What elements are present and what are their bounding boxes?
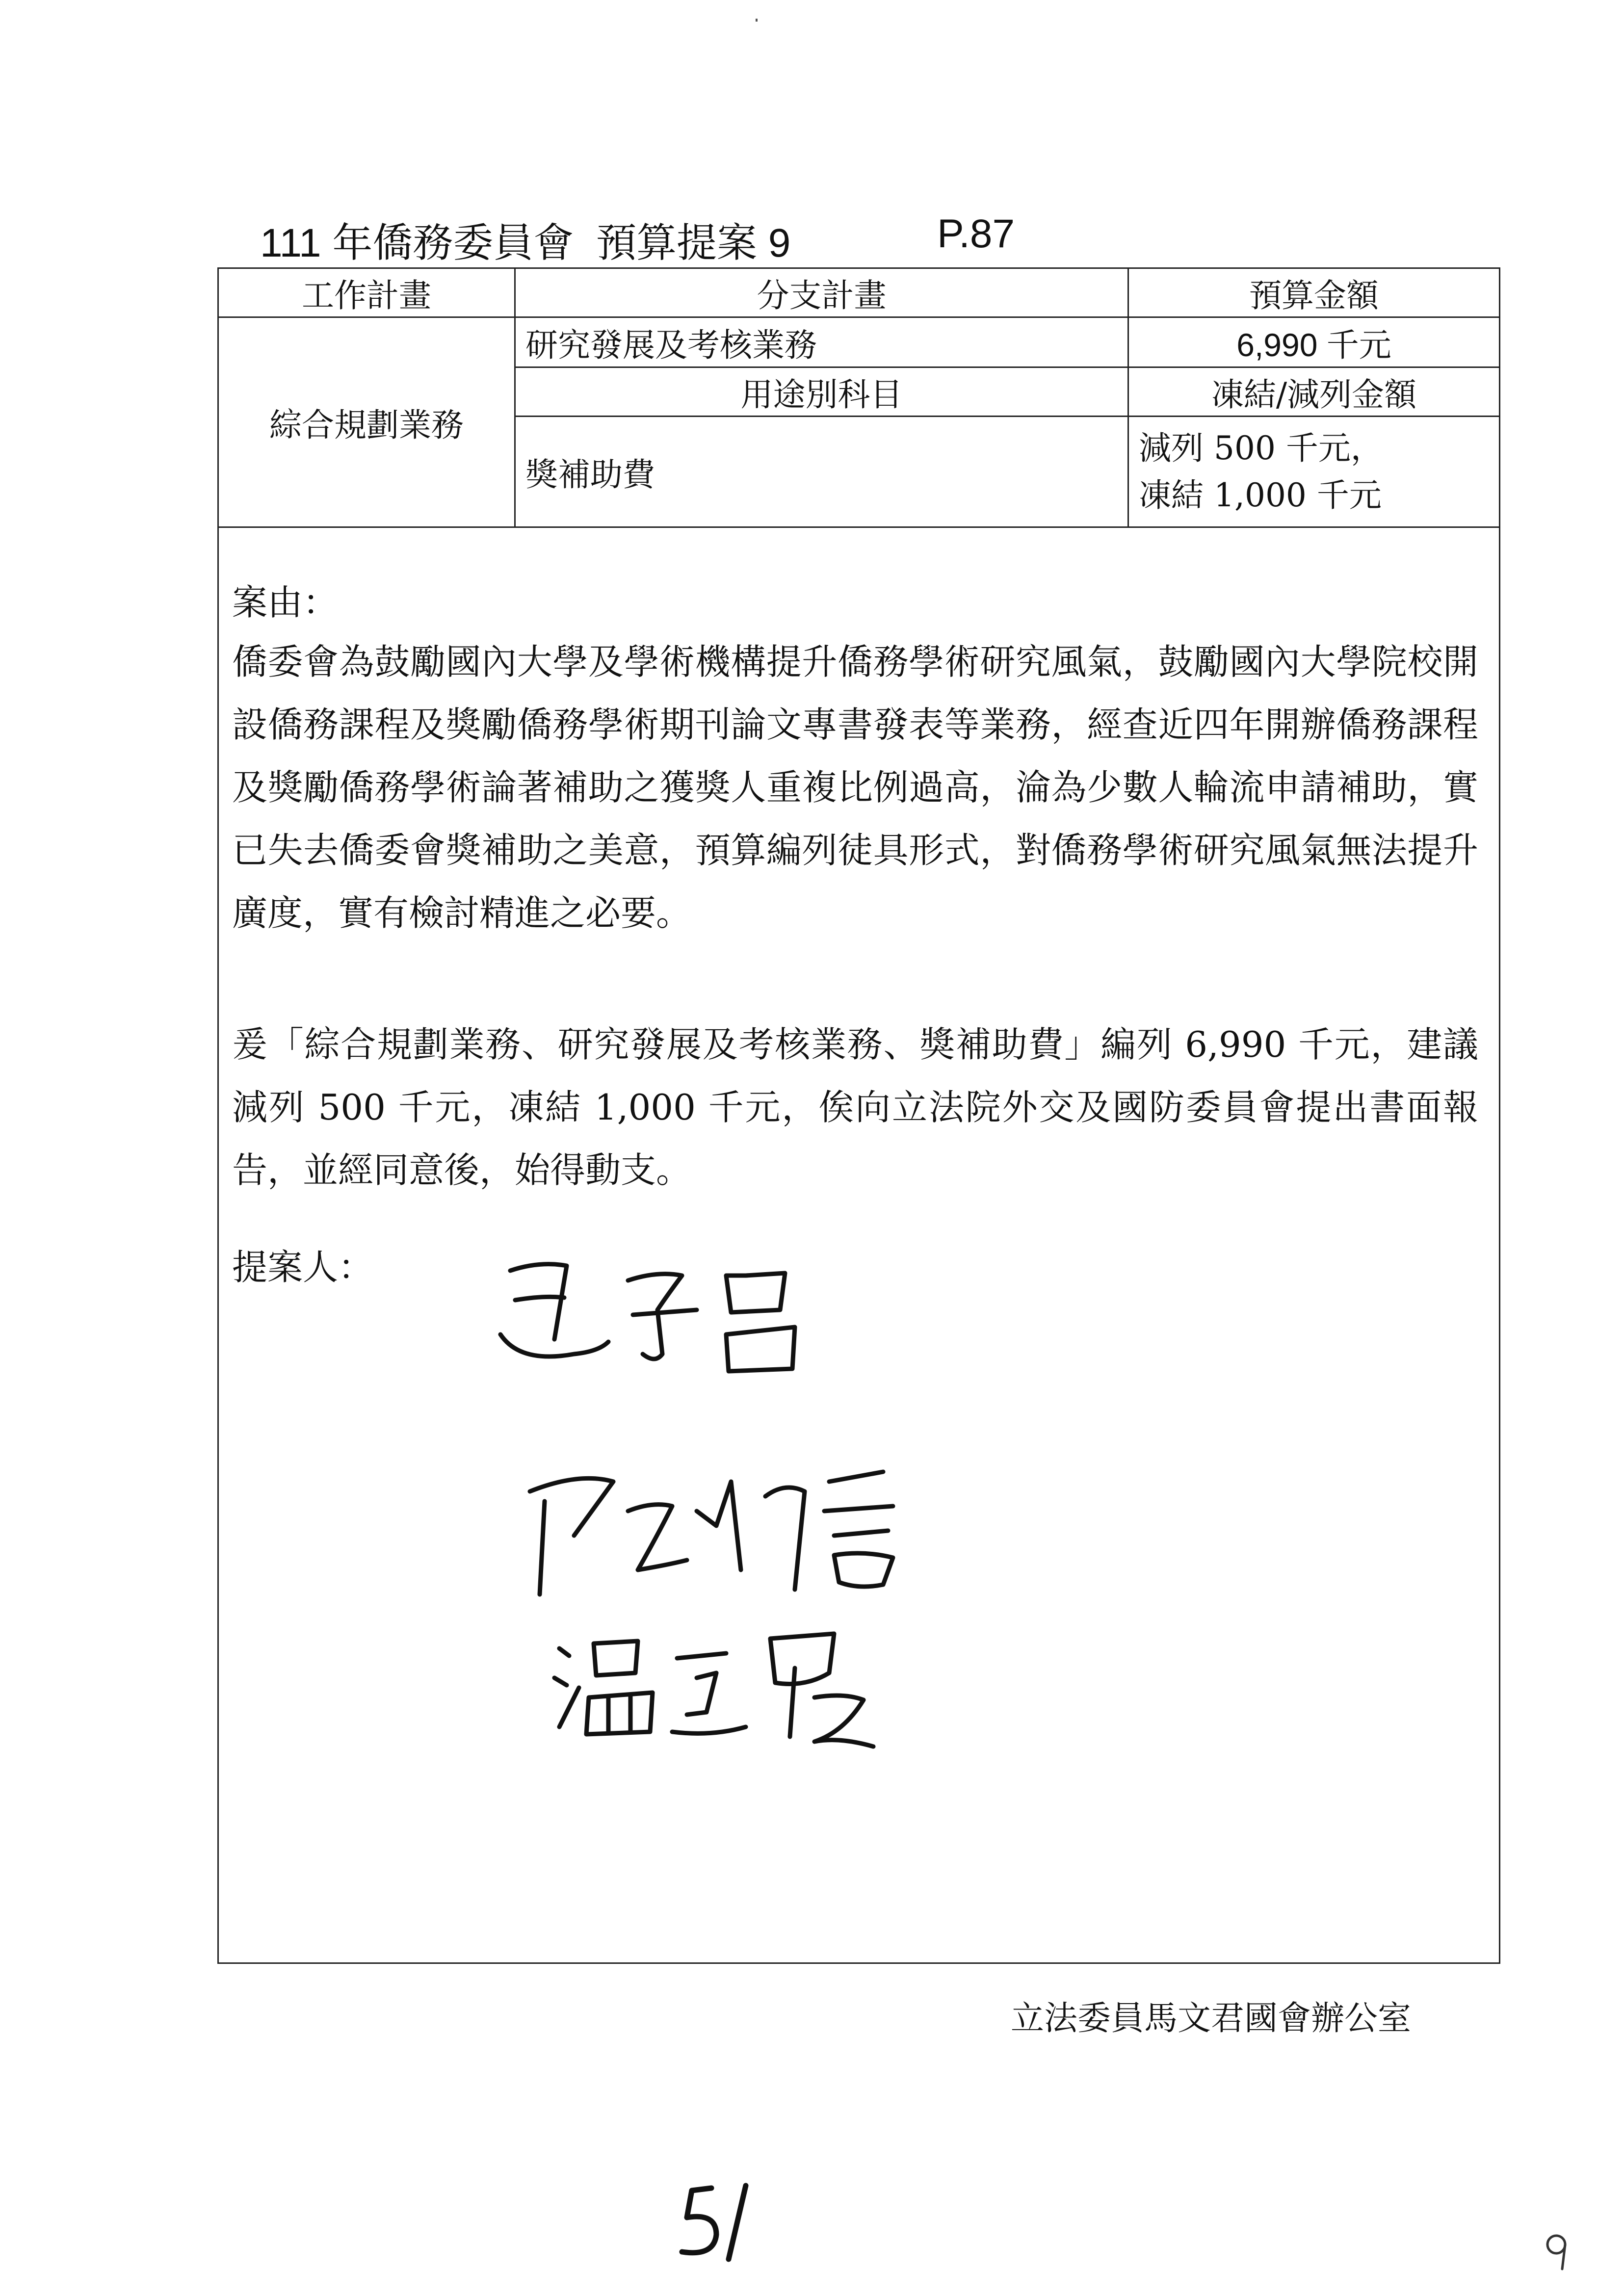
document-title: 111 年僑務委員會 預算提案 9 bbox=[260, 221, 791, 265]
col-header-branch-plan: 分支計畫 bbox=[515, 268, 1128, 317]
reason-paragraph: 僑委會為鼓勵國內大學及學術機構提升僑務學術研究風氣，鼓勵國內大學院校開設僑務課程及獎勵僑務學術期刊論文專書發表等業務，經查近四年開辦僑務課程及獎勵僑務學術論著補助之獲獎人重複比例過高，淪為少數人輪流申請補助，實已失去僑委會獎補助之美意，預算編列徒具形式，對僑務學術研究風氣無法提升廣度，實有檢討精進之必要。 bbox=[232, 641, 1478, 934]
corner-page-mark bbox=[1541, 2230, 1575, 2274]
table-row bbox=[218, 317, 1500, 367]
branch-plan-cell: 研究發展及考核業務 bbox=[515, 317, 1128, 367]
handwritten-page-number bbox=[672, 2178, 770, 2267]
budget-amount-cell: 6,990 千元 bbox=[1128, 317, 1500, 367]
office-name: 立法委員馬文君國會辦公室 bbox=[1011, 1999, 1412, 2038]
proposal-paragraph: 爰「綜合規劃業務、研究發展及考核業務、獎補助費」編列 6,990 千元，建議減列 500 千元，凍結 1,000 千元，俟向立法院外交及國防委員會提出書面報告，並經同意後，始得動支。 bbox=[232, 1024, 1478, 1191]
signature-1 bbox=[481, 1241, 834, 1388]
use-category-header: 用途別科目 bbox=[515, 367, 1128, 417]
freeze-cut-header: 凍結/減列金額 bbox=[1128, 367, 1500, 417]
freeze-amount: 凍結 1,000 千元 bbox=[1139, 476, 1382, 514]
table-header-row bbox=[218, 268, 1500, 317]
scan-speck bbox=[756, 19, 758, 22]
page-reference: P.87 bbox=[937, 211, 1015, 256]
freeze-cut-amount-cell bbox=[1128, 417, 1500, 527]
col-header-work-plan: 工作計畫 bbox=[218, 268, 515, 317]
reason-label: 案由： bbox=[232, 582, 339, 623]
proposer-label: 提案人： bbox=[232, 1247, 374, 1288]
col-header-budget-amount: 預算金額 bbox=[1128, 268, 1500, 317]
budget-table bbox=[217, 267, 1500, 528]
use-item-cell: 獎補助費 bbox=[515, 417, 1128, 527]
work-plan-cell: 綜合規劃業務 bbox=[218, 317, 515, 527]
signature-3 bbox=[540, 1614, 913, 1756]
signature-2 bbox=[510, 1452, 952, 1604]
document-header bbox=[260, 211, 1015, 268]
cut-amount: 減列 500 千元， bbox=[1139, 429, 1383, 467]
